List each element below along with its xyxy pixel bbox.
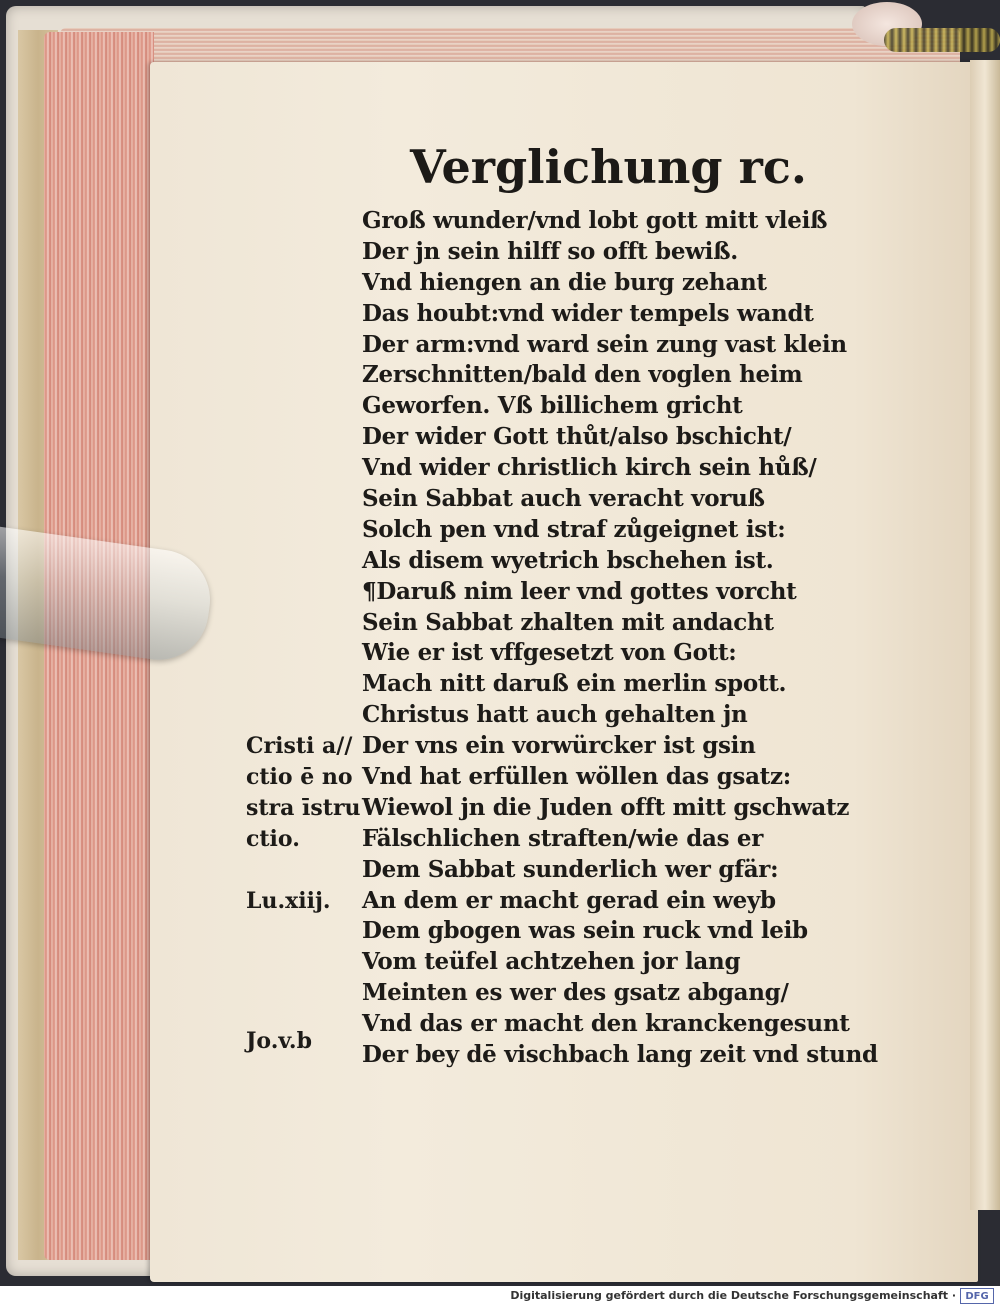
verse-line: Wie er ist vffgesetzt von Gott:: [362, 639, 737, 667]
verse-line: An dem er macht gerad ein weyb: [362, 886, 776, 914]
verse-line: Der vns ein vorwürcker ist gsin: [362, 732, 756, 760]
margin-note-line: Lu.xiij.: [246, 888, 331, 914]
margin-note-line: stra īstru: [246, 794, 361, 821]
verse-line: Vom teüfel achtzehen jor lang: [362, 948, 741, 976]
verse-line: Meinten es wer des gsatz abgang/: [362, 979, 789, 1007]
funding-credit: Digitalisierung gefördert durch die Deutsche Forschungsgemeinschaft ·: [510, 1289, 956, 1302]
verse-line: Als disem wyetrich bschehen ist.: [362, 546, 774, 574]
margin-note-cristi: [246, 731, 361, 855]
footer-bar: [0, 1286, 1000, 1307]
verse-line: Wiewol jn die Juden offt mitt gschwatz: [362, 793, 850, 821]
verse-line: Geworfen. Vß billichem gricht: [362, 392, 743, 420]
margin-note-line: Cristi a//: [246, 733, 353, 759]
verse-line: Dem Sabbat sunderlich wer gfär:: [362, 855, 779, 883]
verse-line: Der arm:vnd ward sein zung vast klein: [362, 330, 847, 358]
margin-note-line: ctio ē no: [246, 763, 353, 790]
margin-note-john: [246, 1026, 312, 1057]
verse-line: Vnd hat erfüllen wöllen das gsatz:: [362, 763, 791, 791]
verse-line: Christus hatt auch gehalten jn: [362, 701, 748, 729]
verse-line: Das houbt:vnd wider tempels wandt: [362, 299, 814, 327]
verse-line: Der bey dē vischbach lang zeit vnd stund: [362, 1041, 878, 1069]
margin-note-line: Jo.v.b: [246, 1028, 312, 1054]
verse-line: Zerschnitten/bald den voglen heim: [362, 361, 803, 389]
facing-page-edge: [970, 60, 1000, 1210]
verse-line: Solch pen vnd straf zůgeignet ist:: [362, 515, 786, 543]
verse-lines: [362, 206, 878, 1071]
verse-line: Sein Sabbat zhalten mit andacht: [362, 608, 774, 636]
verse-line: Der wider Gott thůt/also bschicht/: [362, 423, 792, 451]
verse-line: Der jn sein hilff so offt bewiß.: [362, 237, 738, 265]
verse-line: ¶Daruß nim leer vnd gottes vorcht: [362, 577, 797, 605]
dfg-logo-icon: DFG: [960, 1288, 994, 1304]
verse-line: Vnd hiengen an die burg zehant: [362, 268, 767, 296]
verse-line: Fälschlichen straften/wie das er: [362, 824, 764, 852]
verse-line: Mach nitt daruß ein merlin spott.: [362, 670, 787, 698]
verse-line: Sein Sabbat auch veracht voruß: [362, 485, 765, 513]
verse-line: Vnd wider christlich kirch sein hůß/: [362, 454, 817, 482]
margin-note-line: ctio.: [246, 825, 300, 852]
margin-note-luke: [246, 886, 331, 917]
verse-line: Groß wunder/vnd lobt gott mitt vleiß: [362, 207, 828, 234]
verse-line: Vnd das er macht den kranckengesunt: [362, 1010, 850, 1038]
verse-line: Dem gbogen was sein ruck vnd leib: [362, 917, 808, 945]
bead-weight-chain: [884, 28, 1000, 52]
page-heading: Verglichung rc.: [410, 140, 807, 194]
